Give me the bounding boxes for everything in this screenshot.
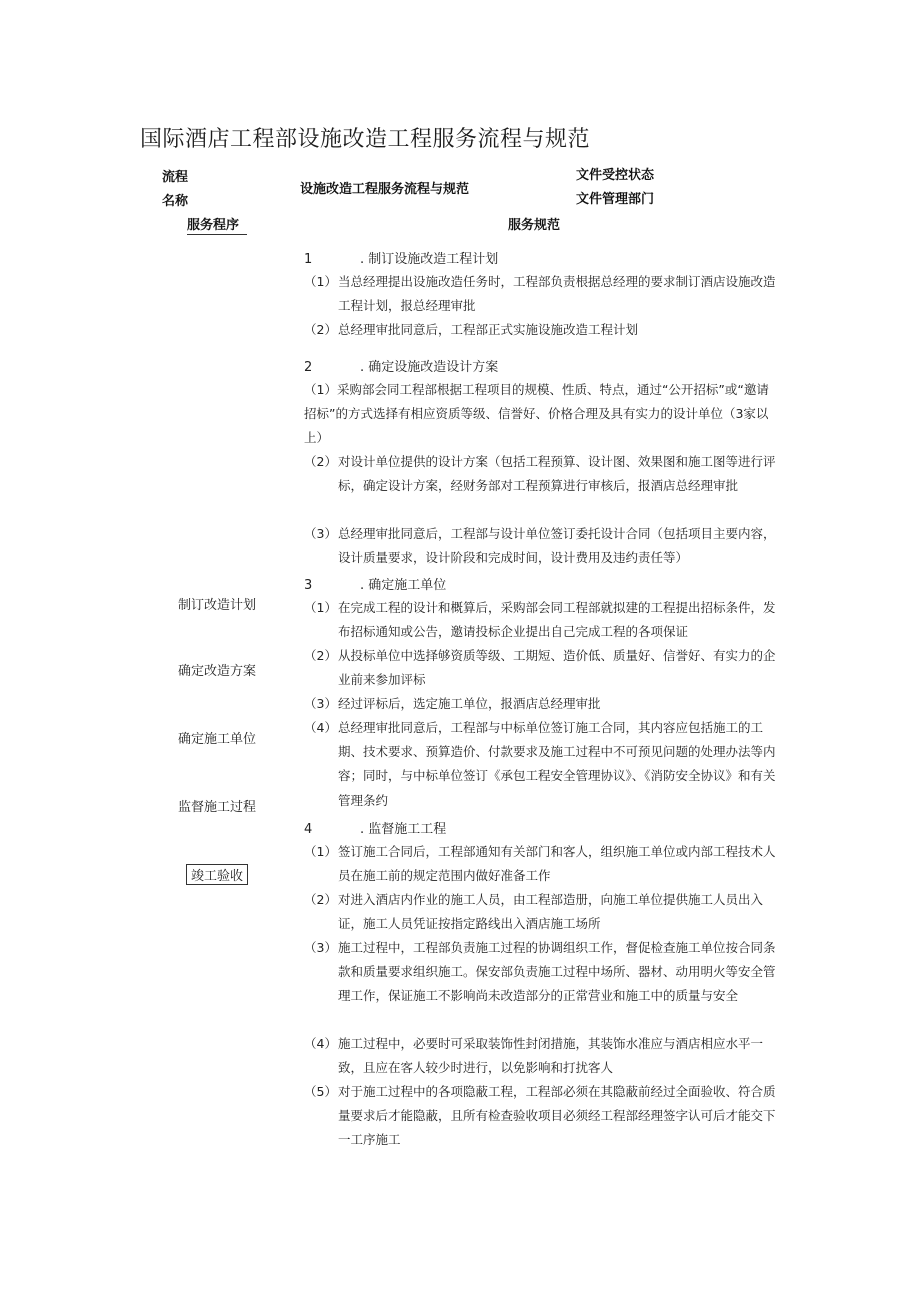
item-number: （1）	[304, 844, 337, 859]
item-text: 施工过程中，工程部负责施工过程的协调组织工作，督促检查施工单位按合同条款和质量要求组织施工。保安部负责施工过程中场所、器材、动用明火等安全管理工作，保证施工不影响尚未改造部分的正常营业和施工中的质量与安全	[338, 940, 776, 1004]
list-item	[304, 692, 776, 716]
item-number: （1）	[304, 274, 337, 289]
flow-step: 监督施工过程	[178, 800, 257, 815]
item-number: （2）	[304, 892, 337, 907]
item-number: （2）	[304, 648, 337, 663]
item-text: 总经理审批同意后，工程部与设计单位签订委托设计合同（包括项目主要内容，设计质量要求，设计阶段和完成时间，设计费用及违约责任等）	[338, 526, 776, 566]
list-item	[304, 378, 776, 451]
section-heading	[304, 818, 446, 837]
item-number: （4）	[304, 1036, 337, 1051]
list-item	[304, 450, 776, 498]
section-heading	[304, 574, 446, 593]
item-text: 签订施工合同后，工程部通知有关部门和客人，组织施工单位或内部工程技术人员在施工前的规定范围内做好准备工作	[338, 844, 776, 884]
item-text: 经过评标后，选定施工单位，报酒店总经理审批	[338, 696, 601, 711]
list-item	[304, 270, 776, 318]
flow-step-final: 竣工验收	[186, 864, 248, 885]
section-number: 3	[304, 578, 313, 593]
item-number: （3）	[304, 696, 337, 711]
item-number: （3）	[304, 526, 337, 541]
item-number: （1）	[304, 382, 337, 397]
item-number: （1）	[304, 600, 337, 615]
process-name: 设施改造工程服务流程与规范	[300, 182, 470, 197]
section-number: 2	[304, 360, 313, 375]
col-header-spec: 服务规范	[508, 218, 561, 233]
section-heading	[304, 248, 498, 267]
section-number: 1	[304, 252, 313, 267]
item-text: 从投标单位中选择够资质等级、工期短、造价低、质量好、信誉好、有实力的企业前来参加评标	[338, 648, 776, 688]
list-item	[304, 1032, 776, 1080]
list-item	[304, 318, 776, 342]
list-item	[304, 644, 776, 692]
item-text: 总经理审批同意后，工程部正式实施设施改造工程计划	[338, 322, 639, 337]
list-item	[304, 522, 776, 570]
section-heading	[304, 356, 498, 375]
process-label-line1: 流程	[162, 170, 189, 185]
list-item	[304, 888, 776, 936]
doc-status-label: 文件受控状态	[576, 168, 655, 183]
item-text: 施工过程中，必要时可采取装饰性封闭措施，其装饰水准应与酒店相应水平一致，且应在客人较少时进行，以免影响和打扰客人	[338, 1036, 764, 1076]
flow-step: 确定改造方案	[178, 664, 257, 679]
list-item	[304, 716, 776, 813]
section-title: . 确定施工单位	[360, 578, 447, 593]
flow-step: 制订改造计划	[178, 598, 257, 613]
list-item	[304, 840, 776, 888]
section-title: . 监督施工工程	[360, 822, 447, 837]
item-text: 总经理审批同意后，工程部与中标单位签订施工合同，其内容应包括施工的工期、技术要求、预算造价、付款要求及施工过程中不可预见问题的处理办法等内容；同时，与中标单位签订《承包工程安全管理协议》、《消防安全协议》和有关管理条约	[338, 720, 776, 808]
item-number: （5）	[304, 1084, 337, 1099]
list-item	[304, 936, 776, 1009]
item-text: 采购部会同工程部根据工程项目的规模、性质、特点，通过“公开招标”或“邀请招标”的方式选择有相应资质等级、信誉好、价格合理及具有实力的设计单位（3家以上）	[304, 382, 769, 446]
col-header-procedure: 服务程序	[187, 214, 247, 235]
process-label-line2: 名称	[162, 194, 189, 209]
item-text: 当总经理提出设施改造任务时，工程部负责根据总经理的要求制订酒店设施改造工程计划，报总经理审批	[338, 274, 776, 314]
section-title: . 制订设施改造工程计划	[360, 252, 499, 267]
list-item	[304, 596, 776, 644]
doc-dept-label: 文件管理部门	[576, 192, 655, 207]
item-number: （4）	[304, 720, 337, 735]
item-text: 在完成工程的设计和概算后，采购部会同工程部就拟建的工程提出招标条件，发布招标通知或公告，邀请投标企业提出自己完成工程的各项保证	[338, 600, 776, 640]
flow-step: 确定施工单位	[178, 732, 257, 747]
item-number: （2）	[304, 454, 337, 469]
list-item	[304, 1080, 776, 1153]
item-number: （2）	[304, 322, 337, 337]
item-number: （3）	[304, 940, 337, 955]
item-text: 对设计单位提供的设计方案（包括工程预算、设计图、效果图和施工图等进行评标，确定设计方案，经财务部对工程预算进行审核后，报酒店总经理审批	[338, 454, 776, 494]
section-number: 4	[304, 822, 313, 837]
section-title: . 确定设施改造设计方案	[360, 360, 499, 375]
item-text: 对于施工过程中的各项隐蔽工程，工程部必须在其隐蔽前经过全面验收、符合质量要求后才能隐蔽，且所有检查验收项目必须经工程部经理签字认可后才能交下一工序施工	[338, 1084, 776, 1148]
page-title: 国际酒店工程部设施改造工程服务流程与规范	[140, 127, 591, 152]
item-text: 对进入酒店内作业的施工人员，由工程部造册，向施工单位提供施工人员出入证，施工人员凭证按指定路线出入酒店施工场所	[338, 892, 764, 932]
